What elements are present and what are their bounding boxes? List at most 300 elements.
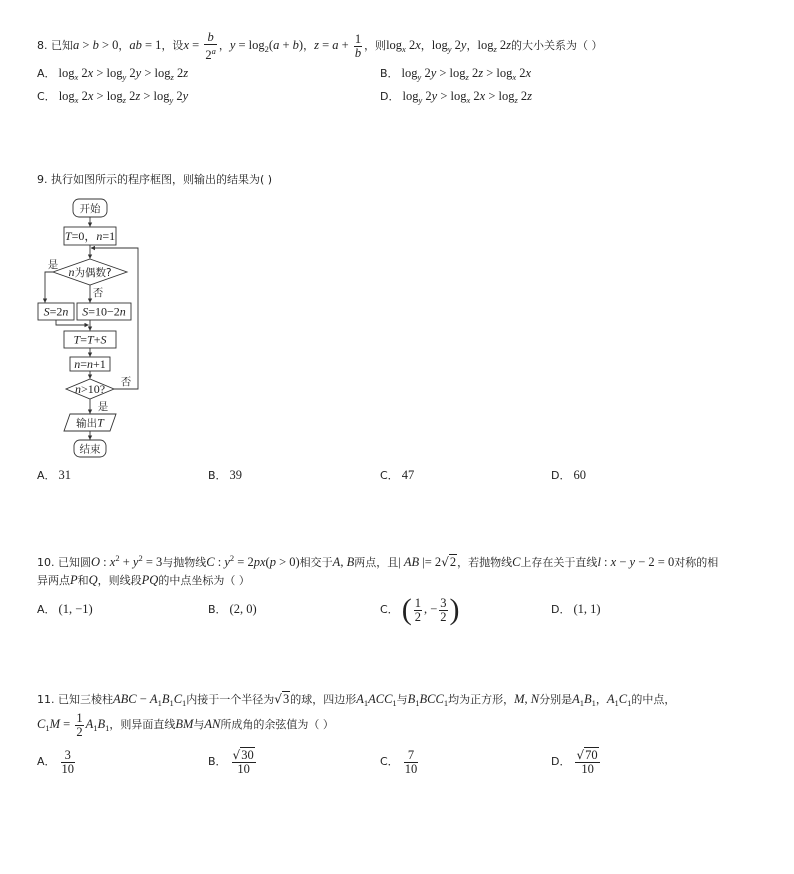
- subscript: 1: [579, 698, 585, 708]
- flow-no-label: 否: [120, 376, 132, 388]
- option-content: [402, 90, 532, 103]
- flow-text: =: [80, 357, 87, 371]
- math-italic: Q: [88, 573, 98, 587]
- math-roman: =: [189, 38, 203, 52]
- fraction-numerator: [204, 31, 217, 45]
- fraction: [204, 31, 217, 62]
- math-roman: log: [386, 38, 403, 52]
- math-italic: A: [572, 692, 580, 706]
- math-italic: z: [183, 66, 189, 80]
- option-a: [37, 63, 188, 83]
- fraction: [575, 749, 599, 776]
- flow-text: +: [93, 332, 101, 347]
- text-run: ，则线段: [97, 574, 142, 587]
- option-c: [380, 591, 460, 627]
- math-italic: y: [629, 555, 636, 569]
- radical-sign-icon: √: [441, 555, 449, 569]
- square-root: [576, 749, 598, 762]
- subscript: 1: [415, 698, 420, 708]
- flow-branch-no-label: [82, 305, 126, 319]
- option-content: [59, 747, 78, 776]
- math-roman: > log: [483, 66, 513, 80]
- math-italic: y: [135, 66, 142, 80]
- text-run: 10. 已知圆: [37, 556, 91, 569]
- flow-text: 输出: [76, 417, 98, 430]
- flow-text: =2: [49, 304, 63, 319]
- flow-text: +1: [93, 357, 106, 371]
- flow-text: =0，: [71, 229, 97, 243]
- math-italic: x: [87, 66, 94, 80]
- flow-variable: n: [62, 304, 69, 319]
- radical-sign-icon: √: [274, 692, 282, 706]
- math-roman: +: [279, 38, 293, 52]
- math-roman: 10: [404, 761, 418, 776]
- math-roman: > log: [437, 89, 467, 103]
- math-italic: y: [431, 89, 438, 103]
- text-run: 的球，四边形: [290, 693, 357, 706]
- text-run: 分别是: [539, 693, 573, 706]
- math-italic: C: [173, 692, 183, 706]
- text-run: ，则: [364, 39, 387, 52]
- option-label: A．: [37, 755, 56, 768]
- fraction-numerator: [414, 597, 422, 611]
- superscript: 2: [138, 553, 143, 563]
- flow-update-t-label: [74, 333, 107, 347]
- subscript: 1: [591, 698, 596, 708]
- math-italic: A: [356, 692, 364, 706]
- math-italic: x: [415, 38, 421, 52]
- math-roman: 10: [237, 761, 250, 776]
- flow-branch-yes-label: [44, 305, 69, 319]
- math-italic: x: [183, 38, 189, 52]
- radicand: 2: [449, 555, 457, 569]
- math-italic: b: [292, 38, 299, 52]
- math-roman: 2: [126, 66, 136, 80]
- math-italic: B: [407, 692, 416, 706]
- flow-text: 为偶数?: [74, 267, 112, 279]
- option-d: [380, 86, 532, 106]
- math-roman: − 2 = 0: [635, 555, 675, 569]
- text-run: 9. 执行如图所示的程序框图，则输出的结果为( ): [37, 173, 273, 186]
- radicand: 3: [282, 692, 290, 706]
- fraction-denominator: [414, 611, 422, 624]
- option-content: [59, 67, 189, 80]
- option-content: [59, 603, 93, 616]
- fraction: [61, 749, 76, 776]
- math-roman: 7: [407, 747, 415, 762]
- math-italic: BM: [175, 717, 194, 731]
- flow-update-n-label: [74, 357, 106, 371]
- flow-arrow-merge: [56, 320, 89, 325]
- math-italic: a: [273, 38, 280, 52]
- square-root: [274, 693, 290, 706]
- math-roman: (1, −1): [58, 602, 93, 616]
- subscript: 1: [627, 698, 632, 708]
- subscript: 1: [93, 723, 98, 733]
- text-run: 异两点: [37, 574, 70, 587]
- option-content: [230, 603, 257, 616]
- subscript: 1: [443, 698, 449, 708]
- math-italic: y: [224, 555, 230, 569]
- question-stem: [37, 170, 272, 190]
- flow-variable: T: [87, 332, 94, 347]
- option-a: [37, 591, 93, 627]
- flow-arrow-yes-branch: [45, 272, 53, 303]
- math-roman: (1, 1): [573, 602, 601, 616]
- superscript: 2: [229, 553, 235, 563]
- flow-variable: n: [68, 265, 75, 279]
- option-label: B．: [380, 67, 399, 80]
- option-a: [37, 465, 71, 485]
- math-roman: (: [268, 38, 274, 52]
- fraction-denominator: [61, 763, 76, 776]
- subscript: y: [418, 95, 423, 105]
- fraction: [439, 597, 447, 624]
- math-roman: 2: [440, 609, 447, 624]
- option-label: C．: [380, 469, 399, 482]
- question-stem-continued: [37, 570, 250, 590]
- text-run: 8. 已知: [37, 39, 73, 52]
- math-roman: :: [214, 555, 225, 569]
- fraction: [414, 597, 422, 624]
- math-roman: 2: [517, 89, 528, 103]
- flow-condition-even-label: [68, 265, 111, 279]
- math-italic: y: [460, 38, 467, 52]
- option-c: [37, 86, 188, 106]
- question-stem: [37, 548, 718, 568]
- math-roman: > log: [93, 66, 123, 80]
- math-italic: z: [478, 66, 484, 80]
- math-italic: y: [229, 38, 236, 52]
- flow-variable: T: [73, 332, 81, 347]
- math-roman: > log: [485, 89, 515, 103]
- option-content: [573, 603, 600, 616]
- math-roman: ): [298, 38, 304, 52]
- math-roman: 60: [573, 468, 586, 482]
- text-run: 和: [77, 574, 89, 587]
- math-roman: =: [60, 717, 74, 731]
- math-italic: x: [610, 555, 617, 569]
- option-content: [573, 747, 601, 776]
- subscript: 1: [45, 723, 50, 733]
- option-label: C．: [37, 90, 56, 103]
- fraction-denominator: [75, 726, 83, 739]
- math-italic: C: [206, 555, 215, 569]
- text-run: ，: [218, 39, 230, 52]
- flow-text: =: [80, 332, 87, 347]
- option-content: [59, 469, 72, 482]
- math-italic: b: [207, 29, 214, 44]
- option-b: [208, 744, 258, 780]
- math-roman: > 0: [98, 38, 119, 52]
- flow-text: >10?: [80, 382, 106, 396]
- fraction-denominator: [204, 45, 217, 62]
- flow-text: =10−2: [88, 304, 120, 319]
- math-roman: 2: [78, 66, 88, 80]
- flow-variable: n: [74, 382, 81, 396]
- subscript: 1: [157, 698, 162, 708]
- math-roman: =: [318, 38, 333, 52]
- math-italic: A: [149, 692, 158, 706]
- math-roman: 39: [229, 468, 243, 482]
- option-content: [59, 90, 189, 103]
- math-roman: :: [100, 555, 110, 569]
- math-roman: 3: [64, 747, 71, 762]
- math-roman: > log: [141, 66, 171, 80]
- math-roman: = log: [235, 38, 265, 52]
- option-d: [551, 465, 586, 485]
- text-run: 与: [193, 718, 205, 731]
- math-roman: log: [431, 38, 448, 52]
- math-roman: 31: [58, 468, 72, 482]
- math-roman: 2: [78, 89, 88, 103]
- math-italic: C: [37, 717, 46, 731]
- flow-text: =1: [102, 229, 116, 243]
- subscript: y: [122, 72, 127, 82]
- math-roman: −: [616, 555, 630, 569]
- subscript: 1: [614, 698, 619, 708]
- math-italic: B: [584, 692, 592, 706]
- text-run: 与: [396, 693, 408, 706]
- math-roman: , −: [423, 602, 438, 616]
- text-run: ，: [595, 693, 607, 706]
- subscript: 1: [105, 723, 110, 733]
- fraction: [404, 749, 419, 776]
- text-run: 均为正方形，: [448, 693, 515, 706]
- math-italic: l: [597, 555, 601, 569]
- math-italic: B: [346, 555, 355, 569]
- text-run: 上存在关于直线: [520, 556, 598, 569]
- text-run: 与抛物线: [162, 556, 207, 569]
- math-italic: a: [73, 38, 80, 52]
- math-roman: 2: [173, 89, 183, 103]
- math-italic: y: [132, 555, 139, 569]
- math-roman: 2: [76, 724, 83, 739]
- fraction-numerator: [75, 712, 83, 726]
- math-roman: ,: [340, 555, 347, 569]
- subscript: z: [465, 72, 469, 82]
- fraction-denominator: [232, 763, 256, 776]
- math-roman: log: [477, 38, 494, 52]
- math-italic: AB: [403, 555, 420, 569]
- flow-variable: n: [87, 357, 93, 371]
- text-run: ，: [420, 39, 432, 52]
- math-roman: 2: [516, 66, 526, 80]
- subscript: x: [512, 72, 517, 82]
- text-run: ，: [466, 39, 478, 52]
- text-run: 对称的相: [674, 556, 719, 569]
- math-italic: PQ: [141, 573, 159, 587]
- flow-output-label: [76, 416, 105, 430]
- math-italic: O: [91, 555, 101, 569]
- large-bracket: (: [401, 593, 412, 626]
- flow-condition-limit-label: [75, 382, 105, 396]
- option-label: C．: [380, 755, 399, 768]
- text-run: 所成角的余弦值为（ ）: [220, 718, 334, 731]
- math-italic: b: [92, 38, 99, 52]
- option-label: D．: [380, 90, 400, 103]
- math-roman: 1: [414, 595, 421, 610]
- flow-variable: n: [96, 229, 103, 243]
- large-bracket: ): [449, 593, 460, 626]
- flow-variable: n: [119, 304, 126, 319]
- subscript: z: [122, 95, 126, 105]
- math-roman: 2: [496, 38, 507, 52]
- fraction-denominator: [354, 47, 362, 60]
- math-italic: z: [135, 89, 141, 103]
- math-italic: AN: [204, 717, 221, 731]
- math-roman: (: [265, 555, 270, 569]
- question-stem: [37, 30, 603, 60]
- math-italic: a: [332, 38, 339, 52]
- fraction-numerator: [575, 749, 599, 763]
- math-italic: M: [514, 692, 525, 706]
- math-roman: 2: [414, 609, 421, 624]
- subscript: x: [402, 44, 406, 54]
- flow-no-label: 否: [92, 287, 104, 299]
- math-roman: > log: [93, 89, 123, 103]
- option-label: A．: [37, 67, 56, 80]
- math-roman: 2: [470, 89, 480, 103]
- option-label: B．: [208, 755, 227, 768]
- subscript: y: [447, 44, 452, 54]
- text-run: ，则异面直线: [109, 718, 176, 731]
- flow-yes-label: 是: [47, 259, 59, 271]
- fraction-denominator: [575, 763, 599, 776]
- math-roman: 2: [421, 66, 431, 80]
- question-stem: [37, 689, 675, 709]
- math-italic: p: [269, 555, 276, 569]
- math-roman: 2: [468, 66, 479, 80]
- option-content: [402, 67, 532, 80]
- math-roman: 2: [405, 38, 416, 52]
- math-roman: |: [398, 555, 404, 569]
- flow-variable: n: [74, 357, 81, 371]
- fraction: [75, 712, 83, 739]
- math-roman: +: [119, 555, 133, 569]
- text-run: ，: [303, 39, 315, 52]
- math-italic: A: [85, 717, 94, 731]
- subscript: z: [514, 95, 518, 105]
- math-roman: = 2: [234, 555, 254, 569]
- option-content: [230, 469, 243, 482]
- fraction: [354, 33, 362, 60]
- text-run: 的大小关系为（ ）: [511, 39, 603, 52]
- option-content: [401, 593, 460, 626]
- math-roman: 2: [451, 38, 461, 52]
- math-roman: = 3: [142, 555, 163, 569]
- math-roman: :: [600, 555, 611, 569]
- option-c: [380, 744, 420, 780]
- option-b: [380, 63, 531, 83]
- math-roman: |= 2: [419, 555, 442, 569]
- radicand: 70: [585, 747, 598, 762]
- square-root: [233, 749, 255, 762]
- subscript: 2: [264, 44, 269, 54]
- math-roman: >: [79, 38, 93, 52]
- option-label: D．: [551, 469, 571, 482]
- text-run: 内接于一个半径为: [186, 693, 275, 706]
- math-italic: B: [161, 692, 170, 706]
- fraction-numerator: [354, 33, 362, 47]
- text-run: ，若抛物线: [457, 556, 513, 569]
- option-d: [551, 744, 602, 780]
- fraction: [232, 749, 256, 776]
- subscript: x: [74, 72, 79, 82]
- text-run: 两点，且: [354, 556, 399, 569]
- math-italic: A: [606, 692, 615, 706]
- math-italic: B: [97, 717, 106, 731]
- math-italic: b: [354, 45, 362, 60]
- flow-variable: T: [64, 229, 72, 243]
- square-root: [441, 556, 457, 569]
- math-italic: z: [527, 89, 533, 103]
- math-italic: C: [512, 555, 521, 569]
- math-roman: +: [338, 38, 352, 52]
- math-italic: z: [314, 38, 319, 52]
- flow-start-label: 开始: [79, 203, 101, 215]
- flow-variable: S: [82, 304, 89, 319]
- flow-yes-label: 是: [97, 401, 109, 413]
- math-roman: 2: [205, 47, 212, 62]
- math-italic: y: [182, 89, 189, 103]
- option-content: [573, 469, 586, 482]
- subscript: y: [169, 95, 174, 105]
- math-italic: ABC: [113, 692, 137, 706]
- math-roman: log: [58, 66, 75, 80]
- option-a: [37, 744, 77, 780]
- math-italic: x: [525, 66, 532, 80]
- math-roman: log: [402, 89, 419, 103]
- radicand: 30: [241, 747, 254, 762]
- option-d: [551, 591, 601, 627]
- math-roman: −: [136, 692, 150, 706]
- option-label: D．: [551, 755, 571, 768]
- math-roman: 1: [354, 31, 362, 46]
- flow-end-label: 结束: [79, 443, 101, 456]
- radical-sign-icon: √: [576, 747, 585, 762]
- superscript: a: [211, 45, 216, 56]
- text-run: 的中点坐标为（ ）: [158, 574, 250, 587]
- subscript: x: [74, 95, 79, 105]
- flow-variable: S: [43, 304, 50, 319]
- math-roman: 2: [422, 89, 432, 103]
- option-label: C．: [380, 603, 399, 616]
- math-italic: ACC: [368, 692, 393, 706]
- math-roman: 3: [440, 595, 447, 610]
- math-italic: C: [618, 692, 628, 706]
- math-italic: x: [479, 89, 486, 103]
- fraction-denominator: [404, 763, 419, 776]
- subscript: z: [170, 72, 174, 82]
- option-label: A．: [37, 469, 56, 482]
- text-run: 11. 已知三棱柱: [37, 693, 113, 706]
- math-roman: 10: [61, 761, 75, 776]
- math-roman: 2: [125, 89, 136, 103]
- option-label: B．: [208, 603, 227, 616]
- subscript: y: [417, 72, 422, 82]
- math-roman: 47: [401, 468, 415, 482]
- fraction-numerator: [439, 597, 447, 611]
- subscript: 1: [169, 698, 174, 708]
- radical-sign-icon: √: [232, 747, 241, 762]
- option-content: [402, 747, 421, 776]
- math-italic: ab: [129, 38, 142, 52]
- text-run: 相交于: [299, 556, 333, 569]
- math-roman: > log: [140, 89, 170, 103]
- option-b: [208, 465, 242, 485]
- math-roman: 10: [581, 761, 594, 776]
